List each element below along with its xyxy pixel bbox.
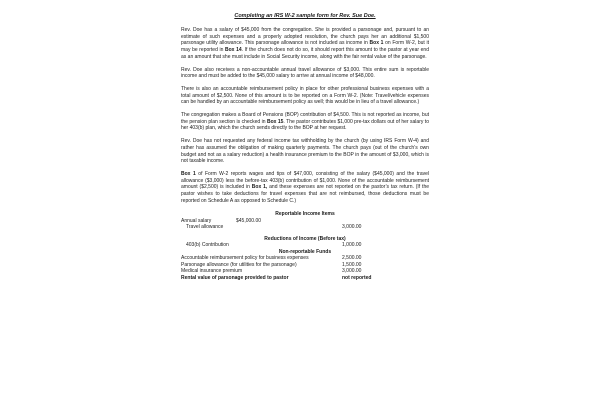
paragraph-withholding: Rev. Doe has not requested any federal income tax withholding by the church (by using IRS Form W-4) and rather has assumed the obligation of making quarterly payments. The church pays (out of the church’s own budget and not as a salary reduction) a health insurance premium to the BOP in the amount of $3,000, which is not taxable income. [181,138,429,165]
travel-allowance-label: Travel allowance [186,224,224,231]
contribution-label: 403(b) Contribution [186,242,229,249]
non-reportable-heading: Non-reportable Funds [278,248,332,255]
non-reportable-row: Accountable reimbursement policy for business expenses 2,500.00 [181,255,362,262]
paragraph-accountable-reimbursement: There is also an accountable reimbursement policy in place for other professional business expenses with a total amount of $2,500. None of this amount is to be reported on a Form W-2. (Note: Travel/vehicle expenses can be handled by an accountable reimbursement policy as well; this would be in lieu of a travel allowance.) [181,85,429,106]
document-page [181,13,429,281]
annual-salary-label: Annual salary [181,217,212,224]
reductions-heading: Reductions of Income (Before tax) [264,235,346,242]
paragraph-travel-allowance: Rev. Doe also receives a non-accountable annual travel allowance of $3,000. This entire sum is reportable income and must be added to the $45,000 salary to arrive at annual income of $48,000. [181,66,429,80]
contribution-amount: 1,000.00 [342,242,362,249]
paragraph-pension: The congregation makes a Board of Pensions (BOP) contribution of $4,500. This is not reported as income, but the pension plan section is checked in Box 15. The pastor contributes $1,000 pre-tax dollars out of her salary to her 403(b) plan, which the church sends directly to the BOP at her request. [181,112,429,132]
travel-allowance-row [181,224,429,231]
contribution-row [181,242,429,249]
paragraph-box1-summary: Box 1 of Form W-2 reports wages and tips of $47,000, consisting of the salary ($45,000) and the travel allowance ($3,000) less the before-tax 403(b) contribution of $1,000. None of the accountable reimbursement amount ($2,500) is included in Box 1, and these expenses are not reported on the pastor’s tax return. (If the pastor wishes to take deductions for travel expenses that are not reimbursed, those deductions must be reported on Schedule A as opposed to Schedule C.) [181,170,430,204]
non-reportable-row: Parsonage allowance (for utilities for the parsonage) 1,500.00 [181,261,362,268]
reportable-income-heading: Reportable Income Items [275,211,335,218]
rental-value-label: Rental value of parsonage provided to pastor [181,274,289,281]
annual-salary-amount: $45,000.00 [236,217,262,224]
travel-allowance-amount: 3,000.00 [342,224,362,231]
non-reportable-row: Medical insurance premium 3,000.00 [181,268,362,275]
paragraph-salary: Rev. Doe has a salary of $45,000 from the congregation. She is provided a parsonage and, pursuant to an estimate of such expenses and a properly adopted resolution, the church pays her an additional $1,500 parsonage utility allowance. This parsonage allowance is not included as income in Box 1 on Form W-2, but it may be reported in Box 14. If the church does not do so, it should report this amount to the pastor at year end as an amount that she must include in Social Security income, along with the fair rental value of the parsonage. [181,27,429,60]
document-title: Completing an IRS W-2 sample form for Rev. Sue Doe. [234,13,376,19]
rental-value-amount: not reported [342,274,372,281]
rental-value-row [181,275,429,282]
